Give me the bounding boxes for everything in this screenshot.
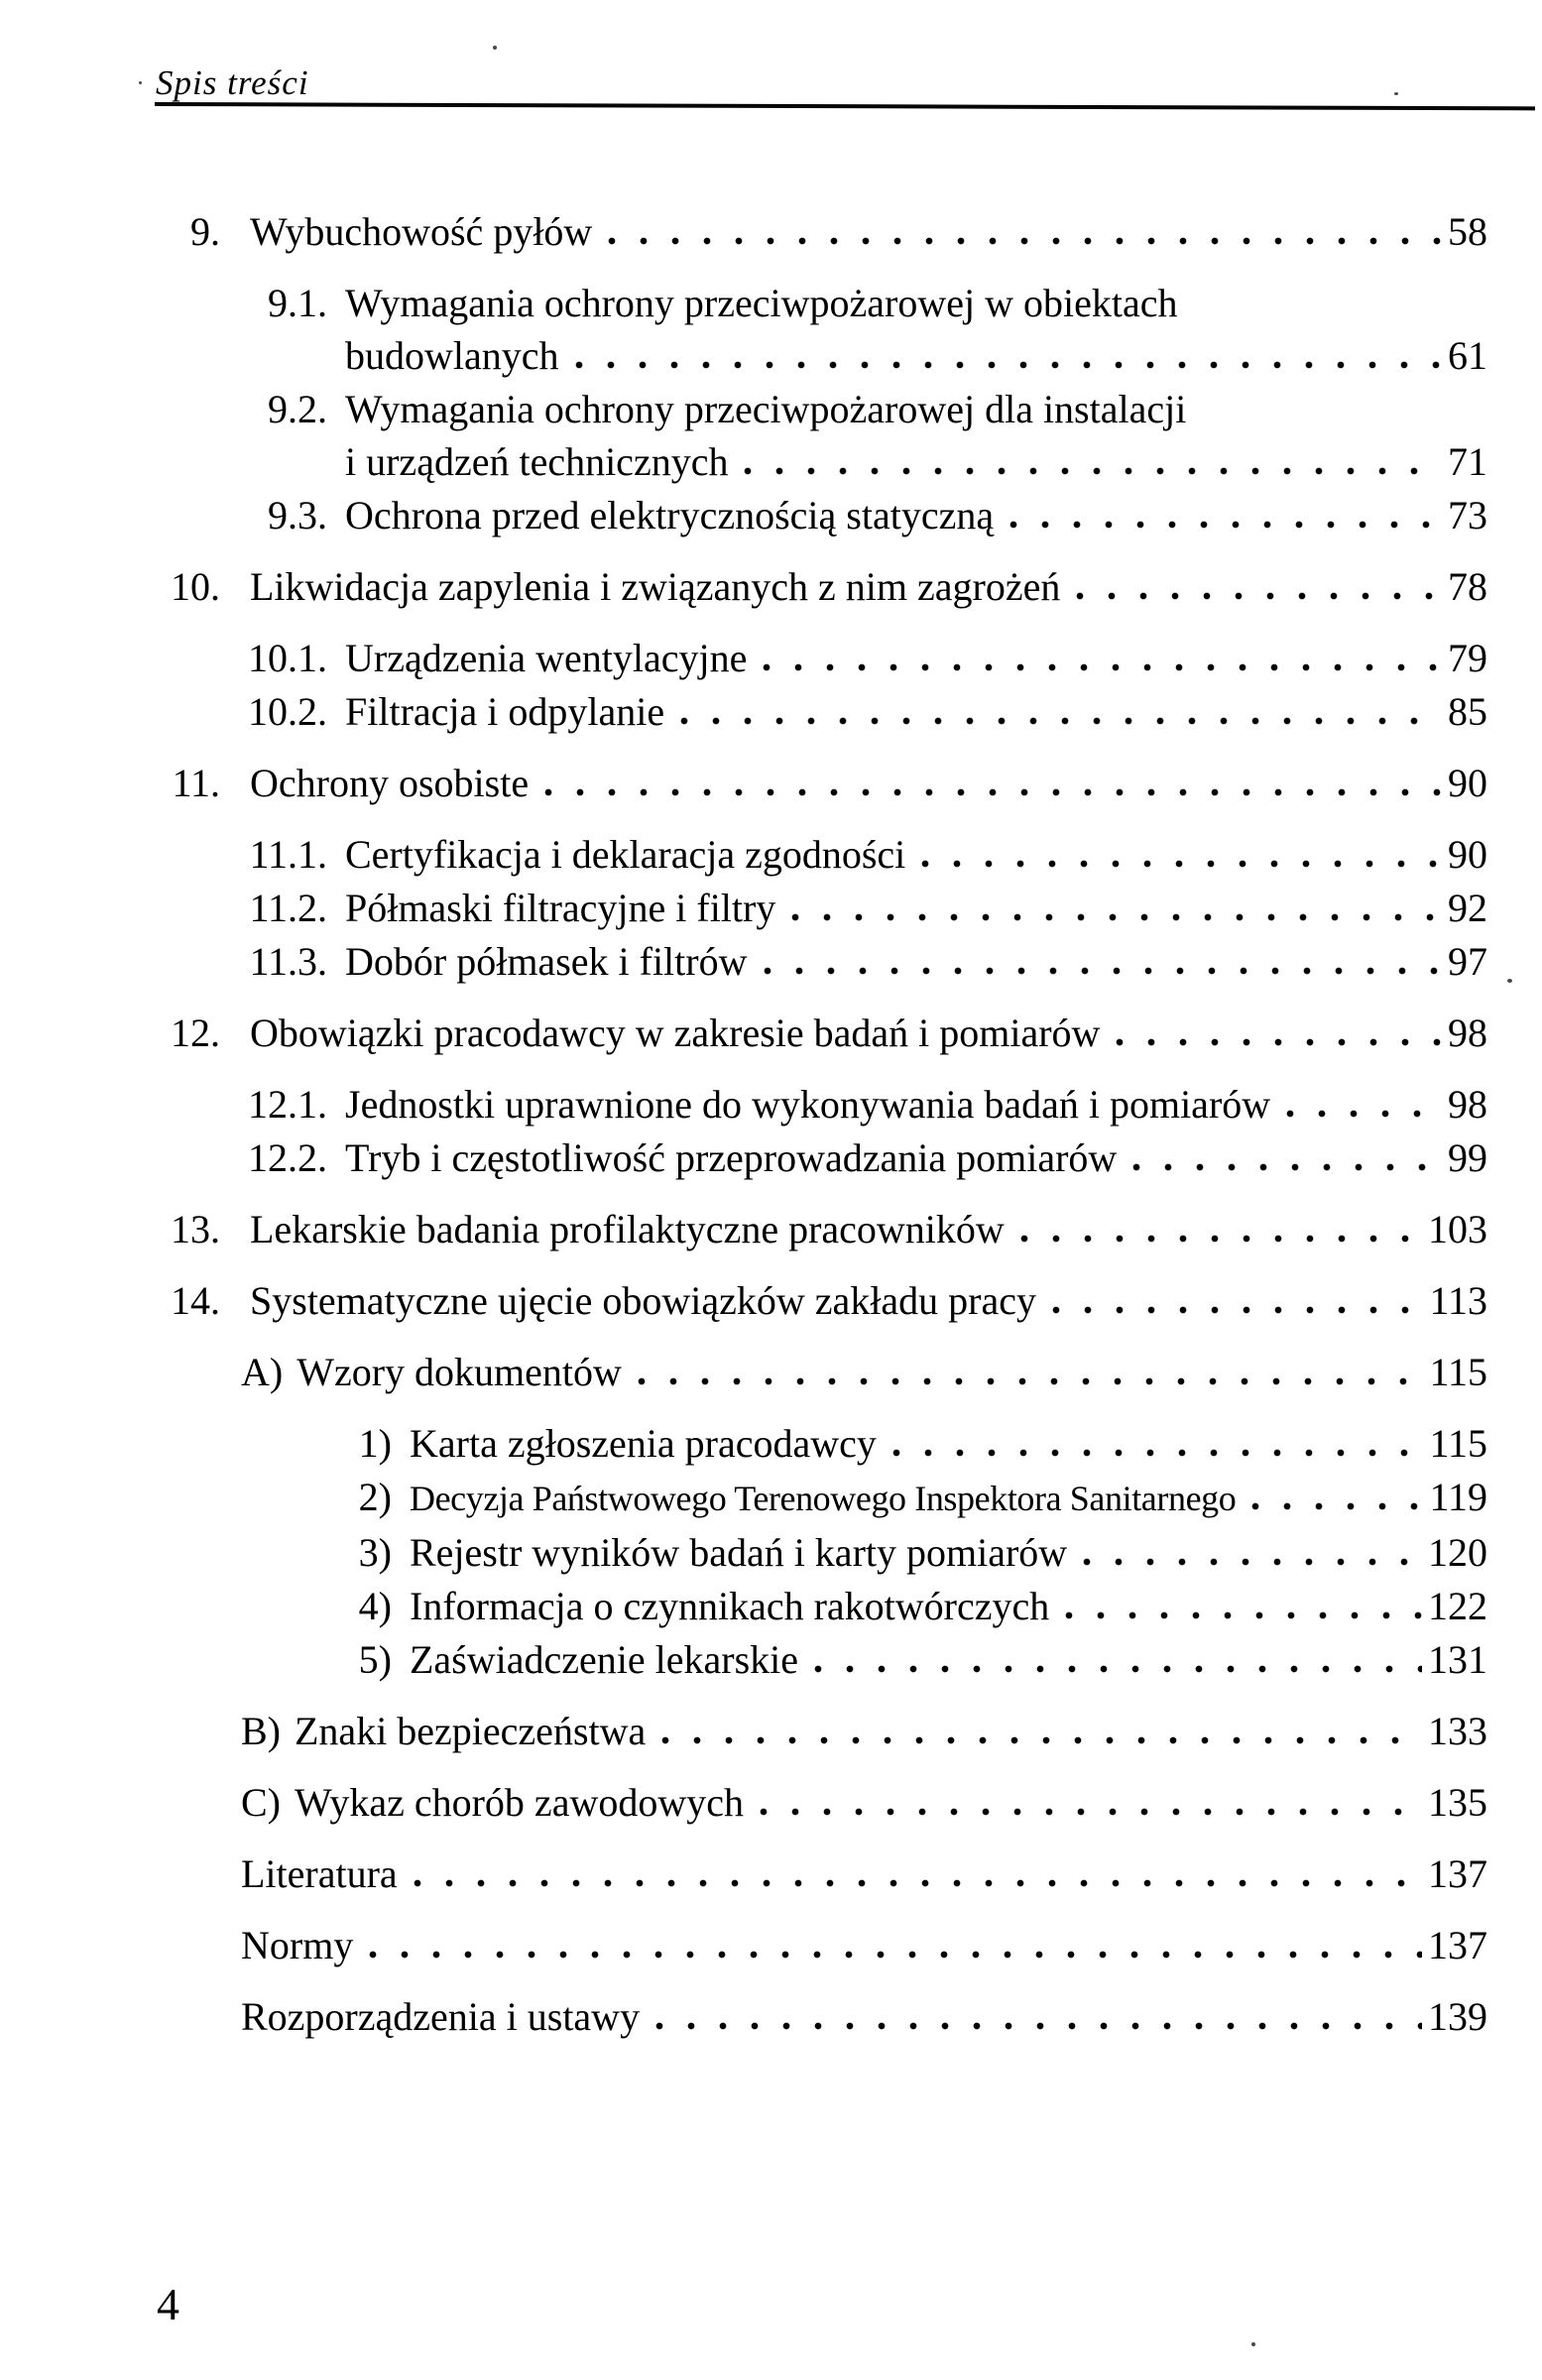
toc-entry-title: Lekarskie badania profilaktyczne pracowników — [250, 1207, 1005, 1251]
toc-entry-line — [250, 757, 1487, 809]
toc-entry-label: 10.2. — [248, 689, 327, 734]
dot-leader — [655, 2022, 1422, 2030]
toc-entry-line — [345, 828, 1487, 881]
dot-leader — [1076, 592, 1442, 600]
toc-entry-label: 12.2. — [248, 1135, 327, 1180]
dot-leader — [744, 467, 1442, 475]
toc-entry-line — [295, 1776, 1487, 1829]
toc-entry — [0, 1078, 1487, 1130]
toc-entry — [0, 205, 1487, 258]
toc-entry-page: 120 — [1428, 1530, 1487, 1575]
toc-entry — [0, 383, 1487, 488]
scan-speck — [139, 81, 142, 84]
toc-entry-body — [345, 685, 1487, 738]
toc-entry-title: Decyzja Państwowego Terenowego Inspektora Sanitarnego — [410, 1479, 1237, 1518]
toc-entry — [0, 1417, 1487, 1470]
toc-entry-page: 98 — [1448, 1011, 1487, 1055]
dot-leader — [1065, 1611, 1422, 1619]
toc-entry-title: Tryb i częstotliwość przeprowadzania pomiarów — [345, 1135, 1118, 1180]
toc-entry-line — [250, 560, 1487, 613]
dot-leader — [661, 1736, 1422, 1744]
toc-entry-line — [345, 329, 1487, 382]
toc-entry-line — [241, 1847, 1487, 1900]
toc-entry-body — [295, 1705, 1487, 1757]
dot-leader — [1009, 521, 1442, 529]
toc-entry-label: 5) — [358, 1637, 392, 1682]
toc-entry-title: Obowiązki pracodawcy w zakresie badań i pomiarów — [250, 1011, 1101, 1055]
toc-entry — [0, 1203, 1487, 1255]
toc-entry-title: Dobór półmasek i filtrów — [345, 939, 748, 984]
toc-entry-line — [345, 685, 1487, 738]
toc-entry-page: 61 — [1448, 333, 1487, 378]
dot-leader — [1052, 1306, 1423, 1314]
toc-entry-body — [250, 1203, 1487, 1255]
toc-entry-page: 58 — [1448, 209, 1487, 254]
toc-entry-page: 103 — [1428, 1207, 1487, 1251]
toc-entry-page: 137 — [1428, 1923, 1487, 1967]
toc-entry-body — [410, 1417, 1487, 1470]
toc-entry — [0, 1633, 1487, 1686]
toc-entry-body — [241, 1990, 1487, 2043]
dot-leader — [414, 1879, 1422, 1887]
header-rule — [155, 102, 1535, 110]
toc-entry-line — [345, 383, 1487, 435]
toc-entry-body — [250, 757, 1487, 809]
toc-entry-title: Rozporządzenia i ustawy — [241, 1994, 641, 2039]
toc-entry-title: Wzory dokumentów — [297, 1350, 622, 1394]
toc-entry-title: i urządzeń technicznych — [345, 439, 729, 484]
toc-entry-page: 98 — [1448, 1082, 1487, 1127]
toc-entry — [0, 685, 1487, 738]
toc-entry-line — [297, 1346, 1487, 1398]
toc-entry-body — [297, 1346, 1487, 1398]
toc-entry-page: 115 — [1429, 1350, 1487, 1394]
toc-entry-body — [410, 1580, 1487, 1632]
toc-entry-page: 85 — [1448, 689, 1487, 734]
toc-entry-title: Likwidacja zapylenia i związanych z nim zagrożeń — [250, 564, 1061, 609]
toc-entry-title: Normy — [241, 1923, 354, 1967]
toc-entry-title: budowlanych — [345, 333, 559, 378]
scan-speck — [493, 46, 497, 50]
toc-entry-line — [295, 1705, 1487, 1757]
toc-entry-line — [345, 277, 1487, 329]
toc-entry-line — [345, 935, 1487, 988]
toc-entry-label: 12. — [171, 1011, 220, 1055]
dot-leader — [1116, 1038, 1442, 1046]
toc-entry-title: Wykaz chorób zawodowych — [295, 1780, 744, 1825]
dot-leader — [608, 237, 1442, 245]
dot-leader — [892, 1449, 1424, 1457]
toc-entry-body — [250, 205, 1487, 258]
toc-entry-title: Jednostki uprawnione do wykonywania badań i pomiarów — [345, 1082, 1271, 1127]
toc-entry-body — [345, 935, 1487, 988]
toc-entry — [0, 882, 1487, 934]
toc-entry-body — [410, 1526, 1487, 1579]
toc-entry-label: 10.1. — [248, 636, 327, 680]
toc-entry-line — [241, 1919, 1487, 1971]
toc-entry — [0, 277, 1487, 382]
toc-entry-label: 12.1. — [248, 1082, 327, 1127]
dot-leader — [1251, 1502, 1423, 1510]
toc-entry-title: Literatura — [241, 1851, 398, 1896]
toc-entry-title: Systematyczne ujęcie obowiązków zakładu pracy — [250, 1278, 1037, 1323]
scan-speck — [1507, 979, 1512, 983]
dot-leader — [764, 967, 1443, 975]
toc-entry-line — [410, 1471, 1487, 1525]
scan-speck — [1251, 2342, 1255, 2346]
toc-entry — [0, 757, 1487, 809]
toc-entry — [0, 632, 1487, 684]
toc-entry-line — [345, 632, 1487, 684]
toc-entry-label: 13. — [171, 1207, 220, 1251]
toc-entry-line — [410, 1633, 1487, 1686]
toc-entry-line — [410, 1417, 1487, 1470]
page-number: 4 — [157, 2279, 179, 2329]
toc-entry-body — [250, 1007, 1487, 1059]
toc-entry-title: Znaki bezpieczeństwa — [295, 1709, 647, 1753]
toc-entry-label: A) — [241, 1350, 284, 1394]
toc-entry-label: 11.2. — [249, 886, 327, 930]
toc-entry-line — [410, 1526, 1487, 1579]
toc-entry-title: Karta zgłoszenia pracodawcy — [410, 1421, 877, 1466]
toc-entry-page: 90 — [1448, 832, 1487, 877]
toc-entry-title: Ochrona przed elektrycznością statyczną — [345, 493, 995, 537]
dot-leader — [1286, 1110, 1442, 1118]
dot-leader — [921, 860, 1442, 868]
toc-entry-body — [345, 1078, 1487, 1130]
toc-entry-label: 11.3. — [249, 939, 327, 984]
toc-entry-page: 131 — [1428, 1637, 1487, 1682]
toc-entry-body — [345, 489, 1487, 541]
toc-entry-line — [250, 1203, 1487, 1255]
toc-entry — [0, 1346, 1487, 1398]
toc-entry-line — [345, 1078, 1487, 1130]
toc-entry-label: 14. — [171, 1278, 220, 1323]
toc-entry-page: 135 — [1428, 1780, 1487, 1825]
toc-entry-title: Filtracja i odpylanie — [345, 689, 665, 734]
toc-entry-page: 79 — [1448, 636, 1487, 680]
toc-entry-label: B) — [241, 1709, 281, 1753]
toc-entry-label: 9. — [190, 209, 220, 254]
toc-entry-title: Ochrony osobiste — [250, 761, 530, 805]
toc-entry-page: 122 — [1428, 1584, 1487, 1628]
dot-leader — [791, 913, 1442, 921]
toc-entry-title: Urządzenia wentylacyjne — [345, 636, 748, 680]
scan-speck — [1394, 92, 1398, 95]
toc-entry — [0, 1705, 1487, 1757]
toc-entry-body — [250, 1274, 1487, 1327]
toc-entry-page: 92 — [1448, 886, 1487, 930]
dot-leader — [1020, 1235, 1422, 1243]
toc-entry-label: 9.2. — [268, 387, 327, 431]
toc-entry-title: Rejestr wyników badań i karty pomiarów — [410, 1530, 1068, 1575]
table-of-contents — [0, 204, 1487, 2043]
dot-leader — [680, 717, 1442, 725]
toc-entry — [0, 935, 1487, 988]
toc-entry-label: 9.1. — [268, 281, 327, 325]
toc-entry-label: 10. — [171, 564, 220, 609]
dot-leader — [544, 788, 1442, 796]
toc-entry-line — [345, 882, 1487, 934]
dot-leader — [369, 1951, 1422, 1959]
dot-leader — [814, 1665, 1422, 1673]
toc-entry-title: Informacja o czynnikach rakotwórczych — [410, 1584, 1050, 1628]
toc-entry-line — [250, 1007, 1487, 1059]
toc-entry-body — [241, 1919, 1487, 1971]
toc-entry-line — [250, 1274, 1487, 1327]
toc-entry-page: 99 — [1448, 1135, 1487, 1180]
toc-entry-page: 90 — [1448, 761, 1487, 805]
toc-entry-page: 137 — [1428, 1851, 1487, 1896]
toc-entry-page: 133 — [1428, 1709, 1487, 1753]
toc-entry — [0, 1580, 1487, 1632]
toc-entry — [0, 1990, 1487, 2043]
toc-entry-page: 119 — [1429, 1475, 1487, 1519]
toc-entry-label: C) — [241, 1780, 281, 1825]
page-header-title: Spis treści — [156, 63, 309, 102]
toc-entry-body — [345, 383, 1487, 488]
toc-entry — [0, 1919, 1487, 1971]
toc-entry-body — [295, 1776, 1487, 1829]
toc-entry-body — [410, 1471, 1487, 1525]
toc-entry-page: 113 — [1429, 1278, 1487, 1323]
toc-entry-page: 71 — [1448, 439, 1487, 484]
toc-entry-title: Wybuchowość pyłów — [250, 209, 593, 254]
toc-entry-title: Zaświadczenie lekarskie — [410, 1637, 799, 1682]
toc-entry-page: 73 — [1448, 493, 1487, 537]
toc-entry-line — [345, 489, 1487, 541]
toc-entry-label: 9.3. — [268, 493, 327, 537]
toc-entry-title: Certyfikacja i deklaracja zgodności — [345, 832, 906, 877]
toc-entry-page: 139 — [1428, 1994, 1487, 2039]
toc-entry-label: 11.1. — [249, 832, 327, 877]
toc-entry-label: 2) — [358, 1475, 392, 1519]
toc-entry — [0, 828, 1487, 881]
toc-entry-line — [345, 1131, 1487, 1184]
toc-entry-label: 4) — [358, 1584, 392, 1628]
toc-entry — [0, 1007, 1487, 1059]
toc-entry-page: 97 — [1448, 939, 1487, 984]
dot-leader — [763, 663, 1442, 671]
toc-entry-page: 78 — [1448, 564, 1487, 609]
toc-entry — [0, 1131, 1487, 1184]
toc-entry-body — [250, 560, 1487, 613]
toc-entry-body — [241, 1847, 1487, 1900]
toc-entry-title: Wymagania ochrony przeciwpożarowej dla instalacji — [345, 387, 1187, 431]
toc-entry-title: Półmaski filtracyjne i filtry — [345, 886, 776, 930]
toc-entry — [0, 1471, 1487, 1525]
dot-leader — [1083, 1558, 1422, 1566]
toc-entry — [0, 1274, 1487, 1327]
toc-entry-body — [345, 277, 1487, 382]
dot-leader — [1132, 1163, 1442, 1171]
dot-leader — [760, 1808, 1422, 1816]
toc-entry-line — [241, 1990, 1487, 2043]
toc-entry-body — [345, 882, 1487, 934]
toc-entry-label: 1) — [358, 1421, 392, 1466]
toc-entry-title: Wymagania ochrony przeciwpożarowej w obiektach — [345, 281, 1178, 325]
toc-entry-body — [410, 1633, 1487, 1686]
toc-entry-page: 115 — [1429, 1421, 1487, 1466]
dot-leader — [575, 361, 1442, 369]
toc-entry — [0, 1776, 1487, 1829]
toc-entry — [0, 560, 1487, 613]
toc-entry-line — [410, 1580, 1487, 1632]
toc-entry-body — [345, 828, 1487, 881]
toc-entry-line — [250, 205, 1487, 258]
toc-entry-line — [345, 435, 1487, 488]
toc-entry — [0, 1847, 1487, 1900]
dot-leader — [638, 1377, 1424, 1385]
toc-entry — [0, 489, 1487, 541]
toc-entry-body — [345, 632, 1487, 684]
toc-entry — [0, 1526, 1487, 1579]
toc-entry-label: 3) — [358, 1530, 392, 1575]
toc-entry-label: 11. — [172, 761, 220, 805]
toc-entry-body — [345, 1131, 1487, 1184]
